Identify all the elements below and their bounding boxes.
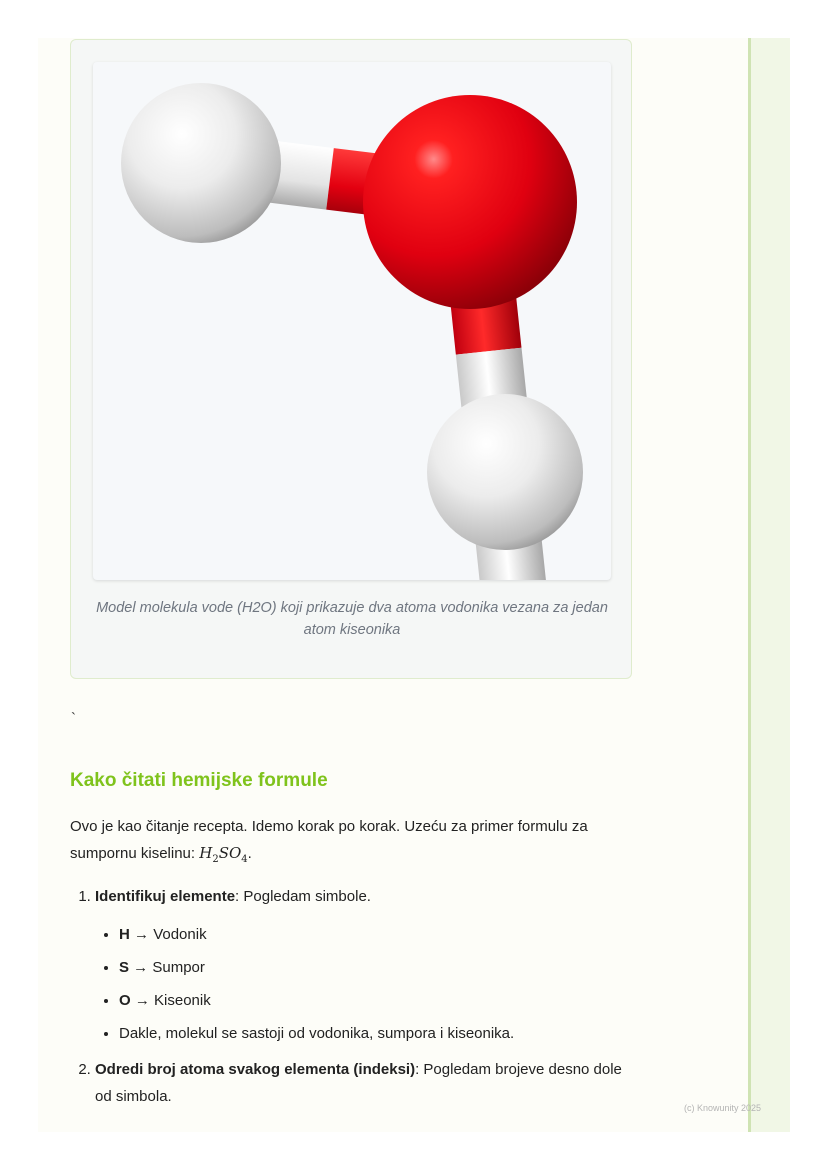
list-item: • H → Vodonik [119, 918, 640, 951]
element-list [95, 918, 640, 1050]
copyright-notice: (c) Knowunity 2025 [684, 1103, 762, 1113]
figure-card [70, 39, 632, 679]
water-molecule-image [93, 62, 611, 580]
right-sidebar-panel [748, 38, 790, 1132]
step-title: Odredi broj atoma svakog elementa (indeksi) [95, 1061, 416, 1078]
list-item: • O → Kiseonik [119, 984, 640, 1017]
step-text: : Pogledam brojeve desno dole od simbola. [95, 1061, 622, 1105]
list-item-summary: • Dakle, molekul se sastoji od vodonika, sumpora i kiseonika. [119, 1017, 640, 1050]
step-item [95, 1056, 640, 1110]
intro-text: Ovo je kao čitanje recepta. Idemo korak po korak. Uzeću za primer formulu za sumpornu kiselinu: [70, 818, 588, 862]
steps-list [70, 883, 640, 1110]
section-content [70, 813, 640, 1110]
hydrogen-atom-2 [427, 394, 583, 550]
oxygen-atom [363, 95, 577, 309]
step-text: : Pogledam simbole. [235, 888, 371, 905]
hydrogen-atom-1 [121, 83, 281, 243]
list-item: • S → Sumpor [119, 951, 640, 984]
water-molecule-illustration [93, 62, 611, 580]
step-item [95, 883, 640, 1050]
section-heading: Kako čitati hemijske formule [70, 770, 328, 791]
figure-caption: Model molekula vode (H2O) koji prikazuje dva atoma vodonika vezana za jedan atom kiseonika [96, 600, 608, 638]
sulfuric-acid-formula: $H_2SO_4$ [199, 844, 248, 865]
intro-paragraph: Ovo je kao čitanje recepta. Idemo korak po korak. Uzeću za primer formulu za sumpornu kiselinu: $H_2SO_4$. [70, 818, 588, 865]
step-title: Identifikuj elemente [95, 888, 236, 905]
stray-backtick: ` [71, 710, 76, 727]
